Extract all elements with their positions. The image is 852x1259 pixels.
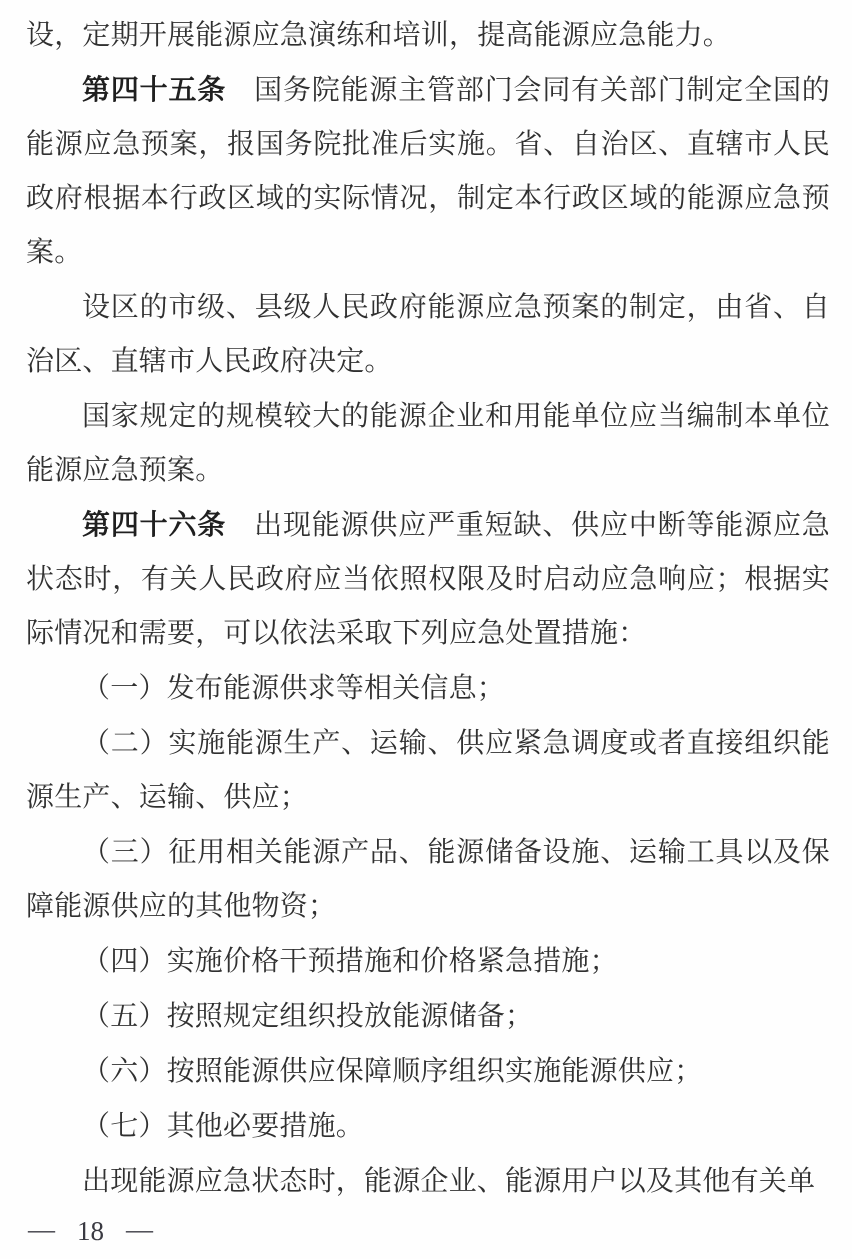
article-number: 第四十五条 (82, 74, 227, 105)
paragraph-text: （四）实施价格干预措施和价格紧急措施； (82, 946, 618, 977)
paragraph (26, 389, 830, 498)
paragraph-text: （五）按照规定组织投放能源储备； (82, 1001, 534, 1032)
paragraph-text: （六）按照能源供应保障顺序组织实施能源供应； (82, 1056, 703, 1087)
list-item (26, 661, 830, 716)
paragraph (26, 1154, 830, 1209)
paragraph-text: 国务院能源主管部门会同有关部门制定全国的能源应急预案，报国务院批准后实施。省、自治区、直辖市人民政府根据本行政区域的实际情况，制定本行政区域的能源应急预案。 (26, 75, 830, 268)
paragraph-text: （一）发布能源供求等相关信息； (82, 673, 506, 704)
footer-dash-right: — (126, 1214, 153, 1244)
list-item (26, 1099, 830, 1154)
list-item (26, 1044, 830, 1099)
page-footer (28, 1216, 153, 1247)
list-item (26, 989, 830, 1044)
paragraph-text: 出现能源供应严重短缺、供应中断等能源应急状态时，有关人民政府应当依照权限及时启动应急响应；根据实际情况和需要，可以依法采取下列应急处置措施： (26, 510, 830, 649)
paragraph-text: 设，定期开展能源应急演练和培训，提高能源应急能力。 (26, 20, 732, 51)
paragraph (26, 280, 830, 389)
list-item (26, 825, 830, 934)
paragraph-text: （七）其他必要措施。 (82, 1111, 365, 1142)
list-item (26, 716, 830, 825)
paragraph-text: 设区的市级、县级人民政府能源应急预案的制定，由省、自治区、直辖市人民政府决定。 (26, 292, 830, 377)
paragraph (26, 8, 830, 63)
paragraph-text: 国家规定的规模较大的能源企业和用能单位应当编制本单位能源应急预案。 (26, 401, 830, 486)
paragraph-text: （二）实施能源生产、运输、供应紧急调度或者直接组织能源生产、运输、供应； (26, 728, 830, 813)
paragraph (26, 63, 830, 280)
paragraph (26, 498, 830, 661)
list-item (26, 934, 830, 989)
page-number: 18 (77, 1216, 104, 1246)
paragraph-text: 出现能源应急状态时，能源企业、能源用户以及其他有关单 (82, 1166, 816, 1197)
paragraph-text: （三）征用相关能源产品、能源储备设施、运输工具以及保障能源供应的其他物资； (26, 837, 830, 922)
footer-dash-left: — (28, 1214, 55, 1244)
article-number: 第四十六条 (82, 509, 227, 540)
